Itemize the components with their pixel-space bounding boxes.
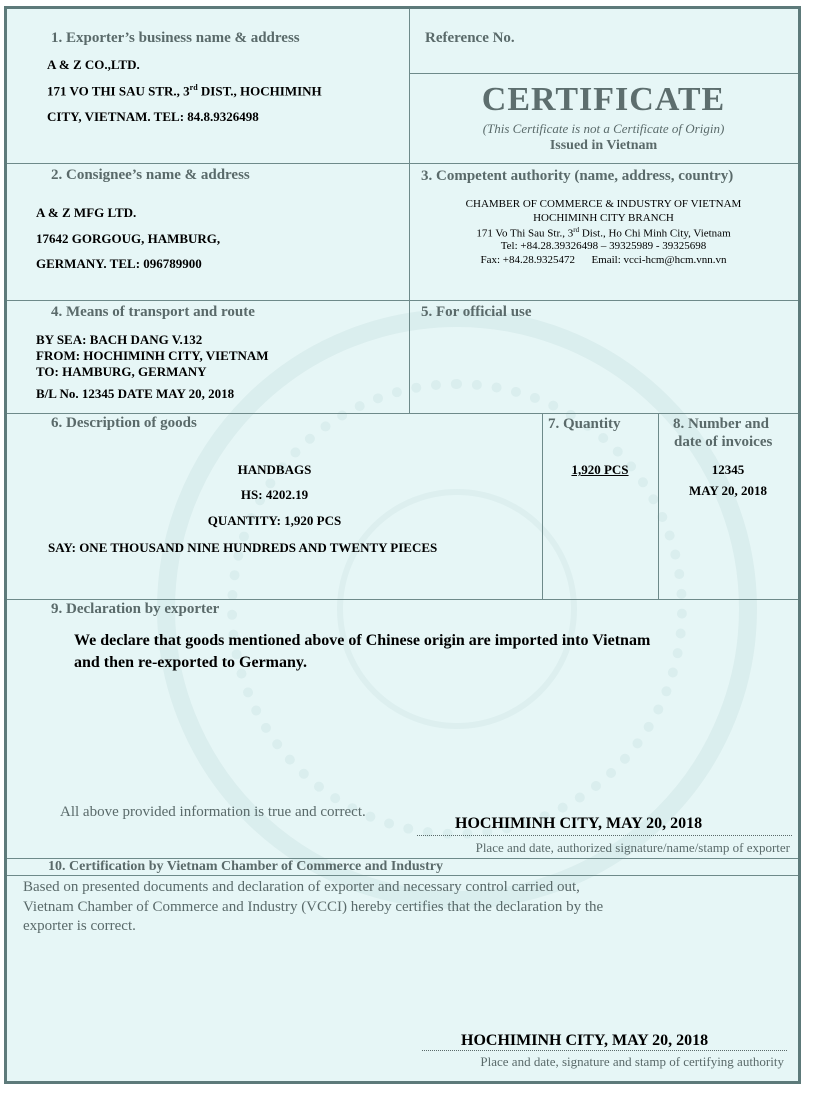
true-statement: All above provided information is true and correct. <box>60 804 366 820</box>
authority-tel: Tel: +84.28.39326498 – 39325989 - 39325698 <box>500 240 707 252</box>
consignee-label: 2. Consignee’s name & address <box>51 167 250 183</box>
quantity-label: 7. Quantity <box>548 416 621 432</box>
authority-place-date: HOCHIMINH CITY, MAY 20, 2018 <box>461 1032 709 1049</box>
divider <box>409 73 798 74</box>
invoice-label-line2: date of invoices <box>674 434 773 450</box>
authority-label: 3. Competent authority (name, address, country) <box>421 168 734 184</box>
exporter-caption: Place and date, authorized signature/name/stamp of exporter <box>475 840 790 855</box>
issued-in: Issued in Vietnam <box>549 138 658 153</box>
certification-text-line2: Vietnam Chamber of Commerce and Industry (VCCI) hereby certifies that the declaration by the <box>23 899 604 915</box>
invoice-date: MAY 20, 2018 <box>688 483 768 498</box>
divider <box>7 163 798 164</box>
certificate-title: CERTIFICATE <box>481 81 726 118</box>
declaration-label: 9. Declaration by exporter <box>51 601 220 617</box>
authority-address: 171 Vo Thi Sau Str., 3rd Dist., Ho Chi Minh City, Vietnam <box>476 226 731 240</box>
goods-quantity: QUANTITY: 1,920 PCS <box>207 513 342 528</box>
goods-name: HANDBAGS <box>237 462 312 477</box>
authority-branch: HOCHIMINH CITY BRANCH <box>533 212 674 224</box>
authority-name: CHAMBER OF COMMERCE & INDUSTRY OF VIETNAM <box>465 198 742 210</box>
authority-fax-email: Fax: +84.28.9325472 Email: vcci-hcm@hcm.vnn.vn <box>480 254 727 266</box>
reference-label: Reference No. <box>425 30 515 46</box>
consignee-name: A & Z MFG LTD. <box>36 205 137 220</box>
declaration-line1: We declare that goods mentioned above of Chinese origin are imported into Vietnam <box>74 632 651 649</box>
divider <box>7 413 798 414</box>
invoice-label-line1: 8. Number and <box>673 416 769 432</box>
certification-text-line3: exporter is correct. <box>23 918 136 934</box>
invoice-number: 12345 <box>711 462 745 477</box>
certificate-subtitle: (This Certificate is not a Certificate of Origin) <box>482 121 725 136</box>
divider <box>542 413 543 599</box>
divider <box>658 413 659 599</box>
declaration-line2: and then re-exported to Germany. <box>74 654 308 671</box>
quantity-value: 1,920 PCS <box>571 462 629 477</box>
certification-text-line1: Based on presented documents and declaration of exporter and necessary control carried out, <box>23 879 580 895</box>
exporter-signature-line <box>417 835 792 836</box>
transport-to: TO: HAMBURG, GERMANY <box>36 364 207 379</box>
exporter-place-date: HOCHIMINH CITY, MAY 20, 2018 <box>455 815 703 832</box>
goods-label: 6. Description of goods <box>51 415 197 431</box>
exporter-label: 1. Exporter’s business name & address <box>51 30 300 46</box>
goods-quantity-words: SAY: ONE THOUSAND NINE HUNDREDS AND TWENTY PIECES <box>48 540 438 555</box>
transport-vessel: BY SEA: BACH DANG V.132 <box>36 332 203 347</box>
divider <box>7 875 798 876</box>
consignee-address-line2: GERMANY. TEL: 096789900 <box>36 256 202 271</box>
consignee-address-line1: 17642 GORGOUG, HAMBURG, <box>36 231 221 246</box>
certificate-sheet <box>4 6 801 1084</box>
authority-signature-line <box>422 1050 787 1051</box>
transport-from: FROM: HOCHIMINH CITY, VIETNAM <box>36 348 269 363</box>
exporter-address-line2: CITY, VIETNAM. TEL: 84.8.9326498 <box>47 109 259 124</box>
certification-label: 10. Certification by Vietnam Chamber of Commerce and Industry <box>48 859 443 874</box>
divider <box>7 599 798 600</box>
exporter-address-line1: 171 VO THI SAU STR., 3rd DIST., HOCHIMINH <box>47 83 322 99</box>
divider <box>7 300 798 301</box>
goods-hs-code: HS: 4202.19 <box>240 487 309 502</box>
exporter-name: A & Z CO.,LTD. <box>47 57 140 72</box>
transport-label: 4. Means of transport and route <box>51 304 255 320</box>
divider <box>409 9 410 413</box>
authority-caption: Place and date, signature and stamp of certifying authority <box>480 1054 784 1069</box>
official-use-label: 5. For official use <box>421 304 532 320</box>
transport-bl: B/L No. 12345 DATE MAY 20, 2018 <box>36 386 235 401</box>
